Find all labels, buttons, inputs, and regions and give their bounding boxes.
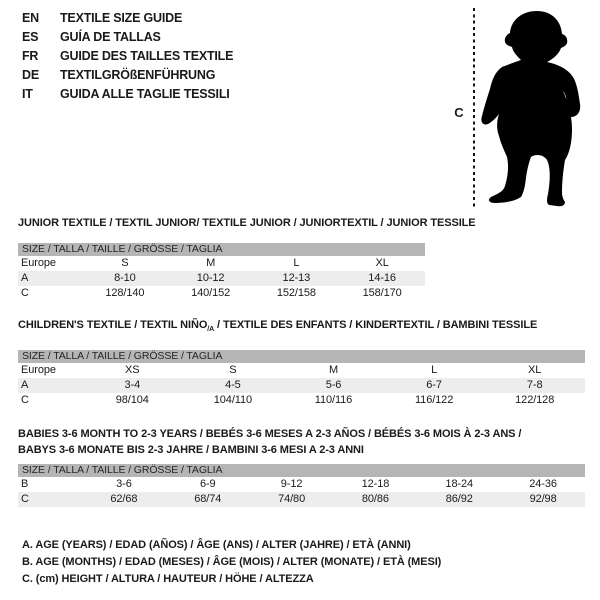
cell: M	[206, 257, 216, 269]
title-subscript: /A	[207, 326, 215, 334]
language-title-block	[22, 8, 233, 103]
row-label: C	[21, 394, 29, 407]
row-label: A	[21, 379, 29, 392]
section-babies-textile	[18, 426, 585, 507]
cell: M	[328, 364, 339, 377]
height-measure-line	[473, 8, 475, 207]
section-title	[18, 319, 585, 336]
cell: 4-5	[225, 379, 241, 392]
cell: 98/104	[115, 394, 149, 407]
height-marker-label: C	[454, 105, 464, 120]
table-row	[18, 271, 425, 286]
lang-row-fr	[22, 46, 233, 65]
toddler-silhouette	[477, 4, 600, 212]
table-row	[18, 286, 425, 301]
title-part: CHILDREN'S TEXTILE / TEXTIL NIÑO	[18, 319, 208, 331]
lang-code: DE	[22, 67, 39, 82]
cell: 110/116	[314, 394, 353, 407]
lang-label: GUÍA DE TALLAS	[60, 29, 161, 44]
cell: 10-12	[196, 272, 225, 284]
lang-label: GUIDA ALLE TAGLIE TESSILI	[60, 86, 230, 101]
row-label: Europe	[21, 257, 56, 269]
cell: 3-6	[116, 478, 132, 490]
toddler-silhouette-icon	[477, 4, 600, 207]
cell: L	[293, 257, 300, 269]
table-row	[18, 477, 585, 492]
section-childrens-textile	[18, 319, 585, 408]
size-header-band: SIZE / TALLA / TAILLE / GRÖSSE / TAGLIA	[18, 243, 425, 256]
size-header-band: SIZE / TALLA / TAILLE / GRÖSSE / TAGLIA	[18, 464, 585, 477]
lang-row-es	[22, 27, 233, 46]
cell: 6-9	[199, 478, 216, 490]
lang-row-it	[22, 84, 233, 103]
cell: 92/98	[529, 493, 557, 505]
lang-code: IT	[22, 86, 33, 101]
cell: 14-16	[368, 272, 396, 284]
row-label: A	[21, 272, 29, 284]
cell: 6-7	[426, 379, 442, 392]
table-row	[18, 492, 585, 507]
section-title: JUNIOR TEXTILE / TEXTIL JUNIOR/ TEXTILE JUNIOR / JUNIORTEXTIL / JUNIOR TESSILE	[18, 217, 476, 229]
cell: XS	[125, 364, 140, 377]
cell: 62/68	[110, 493, 138, 505]
section-junior-textile	[18, 217, 476, 301]
cell: XL	[375, 257, 389, 269]
title-line-1: BABIES 3-6 MONTH TO 2-3 YEARS / BEBÉS 3-6 MESES A 2-3 AÑOS / BÉBÉS 3-6 MOIS À 2-3 ANS /	[18, 428, 522, 440]
row-label: C	[21, 287, 29, 299]
section-title	[18, 426, 585, 458]
cell: 86/92	[445, 493, 473, 505]
cell: L	[431, 364, 438, 377]
title-part: / TEXTILE DES ENFANTS / KINDERTEXTIL / BAMBINI TESSILE	[214, 319, 538, 331]
cell: 152/158	[276, 287, 316, 299]
size-header-band: SIZE / TALLA / TAILLE / GRÖSSE / TAGLIA	[18, 350, 585, 363]
cell: 9-12	[280, 478, 303, 490]
title-line-2: BABYS 3-6 MONATE BIS 2-3 JAHRE / BAMBINI 3-6 MESI A 2-3 ANNI	[18, 444, 364, 456]
cell: S	[229, 364, 237, 377]
legend-line-c: C. (cm) HEIGHT / ALTURA / HAUTEUR / HÖHE / ALTEZZA	[22, 573, 314, 585]
cell: 158/170	[362, 287, 402, 299]
cell: 5-6	[325, 379, 342, 392]
table-row	[18, 378, 585, 393]
cell: 140/152	[191, 287, 231, 299]
cell: 80/86	[361, 493, 389, 505]
cell: 24-36	[529, 478, 557, 490]
cell: 116/122	[414, 394, 454, 407]
legend-line-a: A. AGE (YEARS) / EDAD (AÑOS) / ÂGE (ANS) / ALTER (JAHRE) / ETÀ (ANNI)	[22, 539, 411, 551]
cell: 122/128	[515, 394, 555, 407]
lang-code: ES	[22, 29, 39, 44]
legend-block	[22, 537, 441, 588]
row-label: C	[21, 493, 29, 505]
lang-code: FR	[22, 48, 39, 63]
cell: 74/80	[278, 493, 306, 505]
lang-label: TEXTILE SIZE GUIDE	[60, 10, 183, 25]
lang-label: TEXTILGRÖßENFÜHRUNG	[60, 67, 216, 82]
table-row	[18, 363, 585, 378]
row-label: B	[21, 478, 29, 490]
cell: 128/140	[105, 287, 145, 299]
lang-label: GUIDE DES TAILLES TEXTILE	[60, 48, 234, 63]
cell: 8-10	[114, 272, 136, 284]
row-label: Europe	[21, 364, 56, 377]
cell: 104/110	[213, 394, 253, 407]
lang-row-de	[22, 65, 233, 84]
cell: 12-18	[361, 478, 390, 490]
lang-code: EN	[22, 10, 39, 25]
lang-row-en	[22, 8, 233, 27]
cell: 68/74	[194, 493, 222, 505]
cell: 3-4	[124, 379, 141, 392]
table-row	[18, 393, 585, 408]
legend-line-b: B. AGE (MONTHS) / EDAD (MESES) / ÂGE (MOIS) / ALTER (MONATE) / ETÀ (MESI)	[22, 556, 442, 568]
table-row	[18, 256, 425, 271]
cell: S	[121, 257, 129, 269]
cell: 7-8	[526, 379, 543, 392]
cell: XL	[528, 364, 542, 377]
cell: 12-13	[282, 272, 311, 284]
cell: 18-24	[445, 478, 474, 490]
